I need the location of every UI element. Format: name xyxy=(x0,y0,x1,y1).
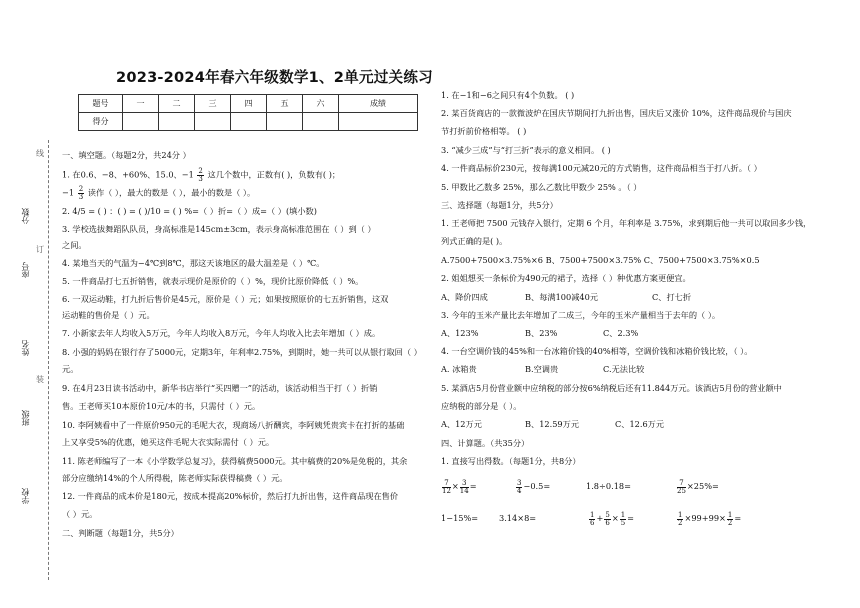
calc-7: $\frac{1}{6}$ + $\frac{5}{6}$ × $\frac{1}{5}$ = xyxy=(590,510,635,527)
question-7: 7. 小新家去年人均收入5万元，今年人均收入8万元，今年人均收入比去年增加（ ）成。 xyxy=(62,328,381,338)
calc-2: $\frac{3}{4}$ −0.5= xyxy=(517,478,551,495)
question-6b: 运动鞋的售价是（ ）元。 xyxy=(62,310,155,320)
choice-3-option-c: C、2.3% xyxy=(603,328,639,338)
question-12a: 12. 一件商品的成本价是180元，按成本提高20%标价，然后打九折出售，这件商品现在售价 xyxy=(62,491,399,501)
judge-1: 1. 在−1和−6之间只有4个负数。 ( ) xyxy=(441,90,575,100)
score-cell: 三 xyxy=(195,95,231,113)
question-1a: 1. 在0.6、−8、+60%、15.0、−1 $\frac{2}{3}$ 这几个数中，正数有( )，负数有( )； xyxy=(62,167,341,183)
calc-8: $\frac{1}{2}$ ×99+99× $\frac{1}{2}$ = xyxy=(678,510,742,527)
judge-5: 5. 甲数比乙数多 25%，那么乙数比甲数少 25% 。（ ） xyxy=(441,182,642,192)
question-9a: 9. 在4月23日读书活动中，新华书店举行“买四赠一”的活动，该活动相当于打（ ）折销 xyxy=(62,383,378,393)
question-3a: 3. 学校选拔舞蹈队队员，身高标准是145cm±3cm，表示身高标准范围在（ ）到（ ） xyxy=(62,224,376,234)
page-title: 2023-2024年春六年级数学1、2单元过关练习 xyxy=(116,69,433,86)
class-label: 班级 xyxy=(21,410,30,426)
choice-1b: 列式正确的是( )。 xyxy=(441,236,508,246)
choice-2-option-c: C、打七折 xyxy=(652,292,692,302)
calc-6: 3.14×8= xyxy=(499,513,537,523)
fraction: $\frac{3}{14}$ xyxy=(459,478,469,495)
score-cell: 一 xyxy=(123,95,159,113)
question-8a: 8. 小强的妈妈在银行存了5000元，定期3年，年利率2.75%，到期时，她一共可以从银行取回（ ） xyxy=(62,347,422,357)
section-1-heading: 一、填空题。（每题2分，共24分 ） xyxy=(62,150,191,160)
fraction: $\frac{5}{6}$ xyxy=(605,510,610,527)
question-4: 4. 某地当天的气温为−4℃到8℃，那这天该地区的最大温差是（ ）℃。 xyxy=(62,258,325,268)
score-input[interactable] xyxy=(195,113,231,131)
fraction: $\frac{2}{3}$ xyxy=(198,167,203,183)
fraction: $\frac{7}{12}$ xyxy=(442,478,451,495)
question-3b: 之间。 xyxy=(62,240,87,250)
question-10b: 上又享受5%的优惠，她买这件毛呢大衣实际需付（ ）元。 xyxy=(62,437,275,447)
choice-4-option-a: A. 冰箱贵 xyxy=(441,364,477,374)
choice-1a: 1. 王老师把 7500 元钱存入银行，定期 6 个月，年利率是 3.75%，求到期后他一共可以取回多少钱， xyxy=(441,218,812,228)
fraction: $\frac{2}{3}$ xyxy=(78,185,84,201)
name-label: 姓名 xyxy=(21,340,30,356)
choice-5-option-b: B、12.59万元 xyxy=(525,419,580,429)
choice-4-option-c: C.无法比较 xyxy=(603,364,645,374)
score-input[interactable] xyxy=(123,113,159,131)
choice-5-option-c: C、12.6万元 xyxy=(615,419,665,429)
question-10a: 10. 李阿姨看中了一件原价950元的毛呢大衣，现商场八折酬宾，李阿姨凭贵宾卡在打折的基础 xyxy=(62,420,405,430)
score-input[interactable] xyxy=(339,113,418,131)
question-5: 5. 一件商品打七五折销售，就表示现价是原价的（ ）%，现价比原价降低（ ）%。 xyxy=(62,276,364,286)
choice-3-option-b: B、23% xyxy=(525,328,558,338)
section-2-heading: 二、判断题（每题1分，共5分） xyxy=(62,528,179,538)
calc-3: 1.8÷0.18= xyxy=(586,481,631,491)
bind-mark-ding: 订 xyxy=(36,245,44,254)
score-input[interactable] xyxy=(231,113,267,131)
choice-3: 3. 今年的玉米产量比去年增加了二成三，今年的玉米产量相当于去年的（ ）。 xyxy=(441,310,721,320)
score-cell: 四 xyxy=(231,95,267,113)
fraction: $\frac{1}{5}$ xyxy=(620,510,626,527)
score-cell: 得分 xyxy=(79,113,123,131)
question-6a: 6. 一双运动鞋，打九折后售价是45元，原价是（ ）元；如果按照原价的七五折销售，这双 xyxy=(62,294,389,304)
judge-2a: 2. 某百货商店的一款微波炉在国庆节期间打九折出售，国庆后又涨价 10%，这件商品现价与国庆 xyxy=(441,108,792,118)
calc-heading: 1. 直接写出得数。（每题1分，共8分） xyxy=(441,456,581,466)
score-cell: 二 xyxy=(159,95,195,113)
score-input[interactable] xyxy=(267,113,303,131)
fraction: $\frac{1}{2}$ xyxy=(727,510,733,527)
score-cell: 题号 xyxy=(79,95,123,113)
score-cell: 六 xyxy=(303,95,339,113)
score-cell: 成绩 xyxy=(339,95,418,113)
fraction: $\frac{7}{25}$ xyxy=(677,478,686,495)
bind-mark-zhuang: 装 xyxy=(36,375,44,384)
calc-1: $\frac{7}{12}$ × $\frac{3}{14}$ = xyxy=(442,478,477,495)
binding-line xyxy=(48,140,49,580)
choice-2: 2. 姐姐想买一条标价为490元的裙子，选择（ ）种优惠方案更便宜。 xyxy=(441,273,691,283)
question-12b: （ ）元。 xyxy=(62,509,98,519)
choice-5b: 应纳税的部分是（ ）。 xyxy=(441,401,522,411)
section-3-heading: 三、选择题（每题1分，共5分） xyxy=(441,200,558,210)
score-cell: 五 xyxy=(267,95,303,113)
judge-2b: 节打折前价格相等。 ( ) xyxy=(441,126,527,136)
choice-3-option-a: A、123% xyxy=(441,328,479,338)
score-input[interactable] xyxy=(159,113,195,131)
fraction: $\frac{1}{2}$ xyxy=(678,510,683,527)
choice-4: 4. 一台空调价钱的45%和一台冰箱价钱的40%相等，空调价钱和冰箱价钱比较，（ ）。 xyxy=(441,346,753,356)
calc-5: 1−15%= xyxy=(441,513,479,523)
judge-3: 3. “减少三成”与“打三折”表示的意义相同。 ( ) xyxy=(441,145,611,155)
fraction: $\frac{3}{4}$ xyxy=(517,478,522,495)
question-11a: 11. 陈老师编写了一本《小学数学总复习》，获得稿费5000元。其中稿费的20%是免税的，其余 xyxy=(62,456,408,466)
fraction: $\frac{1}{6}$ xyxy=(590,510,595,527)
choice-2-option-a: A、降价四成 xyxy=(441,292,488,302)
seat-label: 座号 xyxy=(21,262,30,278)
question-8b: 元。 xyxy=(62,364,79,374)
calc-4: $\frac{7}{25}$ ×25%= xyxy=(677,478,719,495)
question-11b: 部分应缴纳14%的个人所得税，陈老师实际获得稿费（ ）元。 xyxy=(62,473,288,483)
choice-1-options: A.7500+7500×3.75%×6 B、7500+7500×3.75% C、7500+7500×3.75%×0.5 xyxy=(441,255,760,265)
question-1b: −1 $\frac{2}{3}$ 读作（ ），最大的数是（ ），最小的数是（ ）。 xyxy=(62,185,256,201)
choice-5a: 5. 某酒店5月份营业额中应纳税的部分按6%纳税后还有11.844万元。该酒店5月份的营业额中 xyxy=(441,383,782,393)
score-table xyxy=(78,94,418,131)
section-4-heading: 四、计算题。（共35分） xyxy=(441,438,530,448)
score-input[interactable] xyxy=(303,113,339,131)
choice-4-option-b: B.空调贵 xyxy=(525,364,559,374)
question-9b: 售。王老师买10本原价10元/本的书，只需付（ ）元。 xyxy=(62,401,261,411)
school-label: 学校 xyxy=(21,488,30,504)
score-label: 分数 xyxy=(21,208,30,224)
question-2: 2. 4/5 = ( ) ：( ) = ( )/10 = ( ) %=（ ）折=（ ）成=（ ）(填小数) xyxy=(62,206,317,216)
choice-5-option-a: A、12万元 xyxy=(441,419,482,429)
choice-2-option-b: B、每满100减40元 xyxy=(525,292,599,302)
judge-4: 4. 一件商品标价230元，按每满100元减20元的方式销售，这件商品相当于打八折。（ ） xyxy=(441,163,762,173)
bind-mark-line: 线 xyxy=(36,149,44,158)
